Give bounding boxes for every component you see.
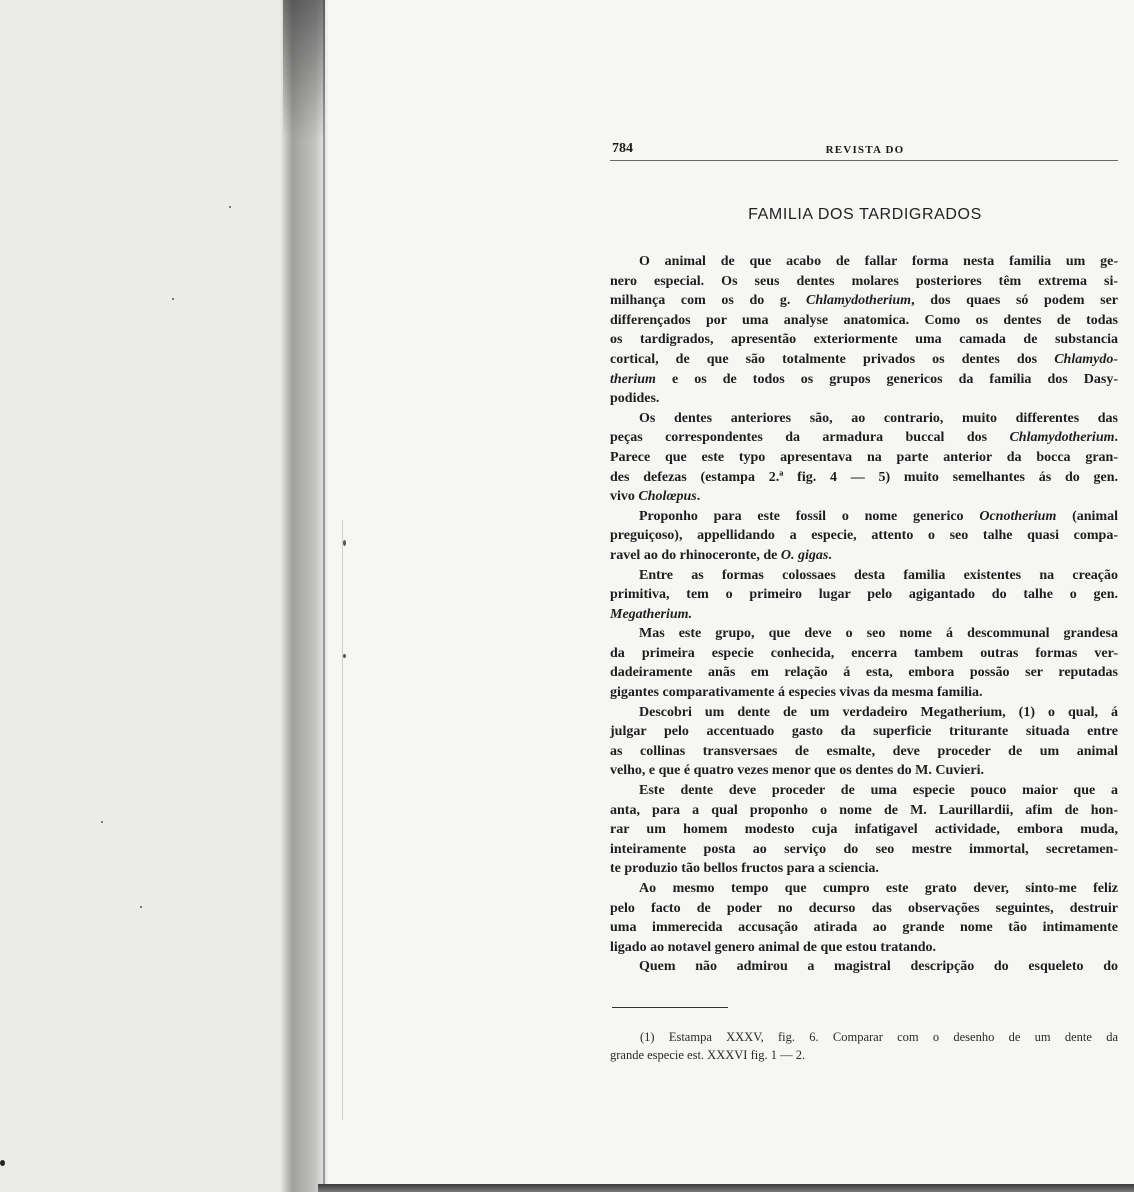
text-line: preguiçoso), appellidando a especie, attento o seo talhe quasi compa- (610, 528, 1118, 544)
text-run: . (1114, 430, 1118, 446)
text-line: os tardigrados, apresentão exteriormente uma camada de substancia (610, 332, 1118, 348)
page-bottom-edge (318, 1184, 1134, 1192)
scan-speck (343, 654, 346, 658)
text-line: pelo facto de poder no decurso das observações seguintes, destruir (610, 900, 1118, 916)
footnote-line: (1) Estampa XXXV, fig. 6. Comparar com o desenho de um dente da (640, 1030, 1118, 1044)
text-line (610, 487, 1118, 507)
paragraph (610, 781, 1118, 879)
text-run: milhança com os do g. (610, 293, 807, 309)
text-line: des defezas (estampa 2.ª fig. 4 — 5) muito semelhantes ás do gen. (610, 469, 1118, 485)
text-line: velho, e que é quatro vezes menor que os dentes do M. Cuvieri. (610, 763, 984, 779)
scan-speck (0, 1160, 5, 1166)
text-line: anta, para a qual proponho o nome de M. Laurillardii, afim de hon- (610, 802, 1118, 818)
text-line: Entre as formas colossaes desta familia existentes na creação (639, 567, 1118, 583)
scan-speck (343, 540, 346, 546)
text-line: Os dentes anteriores são, ao contrario, muito differentes das (639, 410, 1118, 426)
text-line: julgar pelo accentuado gasto da superficie triturante situada entre (610, 724, 1118, 740)
text-line (610, 370, 1118, 390)
text-line: O animal de que acabo de fallar forma nesta familia um ge- (639, 254, 1118, 269)
text-line: as collinas transversaes de esmalte, deve proceder de um animal (610, 743, 1118, 759)
text-line (610, 605, 1118, 625)
italic-term: Ocnotherium (979, 508, 1057, 524)
text-line: rar um homem modesto cuja infatigavel actividade, embora muda, (610, 822, 1118, 838)
text-run: , dos quaes só podem ser (911, 293, 1118, 309)
gutter-shadow-top (283, 0, 325, 140)
italic-term: O. gigas (780, 547, 829, 563)
scan-speck (229, 206, 231, 208)
text-line: dadeiramente anãs em relação á esta, embora possão ser reputadas (610, 665, 1118, 681)
text-line: Mas este grupo, que deve o seo nome á descommunal grandesa (639, 626, 1118, 642)
running-title: REVISTA DO (825, 144, 905, 156)
text-run: peças correspondentes da armadura buccal dos (610, 430, 1010, 446)
text-line: gigantes comparativamente á especies vivas da mesma familia. (610, 685, 983, 701)
section-title: FAMILIA DOS TARDIGRADOS (748, 206, 982, 223)
text-run: cortical, de que são totalmente privados os dentes dos (610, 351, 1055, 367)
text-line: Parece que este typo apresentava na parte anterior da bocca gran- (610, 449, 1118, 465)
italic-term: Chlamydotherium (1009, 430, 1115, 446)
text-line: inteiramente posta ao serviço do seo mestre immortal, secretamen- (610, 841, 1118, 857)
scan-speck (101, 821, 103, 823)
paragraph (610, 957, 1118, 977)
paragraph (610, 507, 1118, 566)
running-header (610, 140, 1120, 158)
text-line: Quem não admirou a magistral descripção do esqueleto do (639, 959, 1118, 975)
page-number: 784 (612, 141, 633, 156)
text-run: vivo (610, 489, 639, 505)
body-text (610, 252, 1118, 977)
text-run: e os de todos os grupos genericos da familia dos Dasy- (655, 371, 1118, 387)
paragraph (610, 252, 1118, 409)
text-line (610, 350, 1118, 370)
page-edge-line (342, 520, 343, 1120)
header-rule (610, 160, 1118, 161)
text-line (610, 546, 1118, 566)
text-line: te produzio tão bellos fructos para a sciencia. (610, 861, 879, 877)
text-line: da primeira especie conhecida, encerra tambem outras formas ver- (610, 645, 1118, 661)
italic-term: Cholœpus (638, 489, 697, 505)
scan-speck (172, 298, 174, 300)
italic-term: Chlamydotherium (806, 293, 912, 309)
footnote-rule (612, 1007, 728, 1008)
text-line: Descobri um dente de um verdadeiro Megatherium, (1) o qual, á (639, 704, 1118, 720)
scan-speck (140, 906, 142, 908)
text-line: ligado ao notavel genero animal de que estou tratando. (610, 939, 937, 955)
text-run: . (828, 547, 832, 563)
text-line (610, 507, 1118, 527)
text-line: uma immerecida accusação atirada ao grande nome tão intimamente (610, 920, 1118, 936)
paragraph (610, 703, 1118, 781)
text-line: Ao mesmo tempo que cumpro este grato dever, sinto-me feliz (639, 881, 1118, 896)
text-run: . (696, 489, 701, 505)
text-line (610, 428, 1118, 448)
text-line: nero especial. Os seus dentes molares posteriores têm extrema si- (610, 273, 1118, 289)
italic-term: Chlamydo- (1054, 351, 1118, 367)
text-line: primitiva, tem o primeiro lugar pelo agigantado do talhe o gen. (610, 587, 1118, 603)
page-edge-line (323, 0, 325, 1192)
text-run: (animal (1056, 508, 1119, 524)
paragraph (610, 409, 1118, 507)
text-line: podides. (610, 391, 660, 407)
paragraph (610, 624, 1118, 702)
text-line: differençados por uma analyse anatomica. Como os dentes de todas (610, 312, 1118, 328)
italic-term: therium (610, 371, 656, 387)
footnote (610, 1028, 1118, 1064)
paragraph (610, 566, 1118, 625)
italic-term: Megatherium. (610, 606, 693, 622)
text-run: ravel ao do rhinoceronte, de (610, 547, 781, 563)
text-line: Este dente deve proceder de uma especie pouco maior que a (639, 783, 1118, 799)
paragraph (610, 879, 1118, 957)
text-run: Proponho para este fossil o nome generico (639, 508, 980, 524)
footnote-line: grande especie est. XXXVI fig. 1 — 2. (610, 1048, 806, 1062)
text-line (610, 291, 1118, 311)
